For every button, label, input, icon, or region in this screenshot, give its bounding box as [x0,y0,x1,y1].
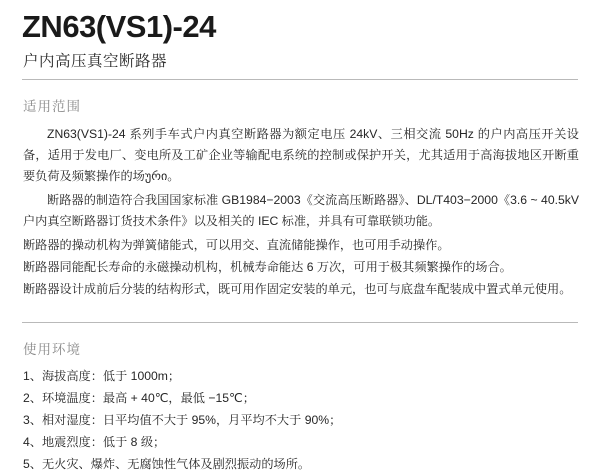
scope-paragraph-1: ZN63(VS1)-24 系列手车式户内真空断路器为额定电压 24kV、三相交流 50Hz 的户内高压开关设备，适用于发电厂、变电所及工矿企业等输配电系统的控制或保护开关，尤其适用于高海拔地区开断重要负荷及频繁操作的场ური。 [23,127,579,183]
list-item: 1、海拔高度：低于 1000m； [23,369,181,383]
page-title: ZN63(VS1)-24 [22,9,216,44]
list-item: 2、环境温度：最高 + 40℃，最低 −15℃； [23,391,255,405]
scope-paragraph-3: 断路器的操动机构为弹簧储能式，可以用交、直流储能操作，也可用手动操作。 [23,238,450,252]
scope-paragraph-5: 断路器设计成前后分装的结构形式，既可用作固定安装的单元，也可与底盘车配装成中置式单元使用。 [23,282,572,296]
list-item: 3、相对湿度：日平均值不大于 95%，月平均不大于 90%； [23,413,342,427]
page-subtitle: 户内高压真空断路器 [23,53,168,70]
list-item: 5、无火灾、爆炸、无腐蚀性气体及剧烈振动的场所。 [23,457,311,471]
environment-list [23,365,579,475]
section-heading-scope: 适用范围 [23,99,81,114]
divider-top [22,79,578,80]
scope-paragraph-2: 断路器的制造符合我国国家标准 GB1984−2003《交流高压断路器》、DL/T403−2000《3.6 ~ 40.5kV 户内真空断路器订货技术条件》以及相关的 IEC 标准，并具有可靠联锁功能。 [23,193,579,228]
list-item: 4、地震烈度：低于 8 级； [23,435,166,449]
divider-middle [22,322,578,323]
scope-paragraph-4: 断路器同能配长寿命的永磁操动机构，机械寿命能达 6 万次，可用于极其频繁操作的场合。 [23,260,512,274]
section-heading-environment: 使用环境 [23,342,81,357]
